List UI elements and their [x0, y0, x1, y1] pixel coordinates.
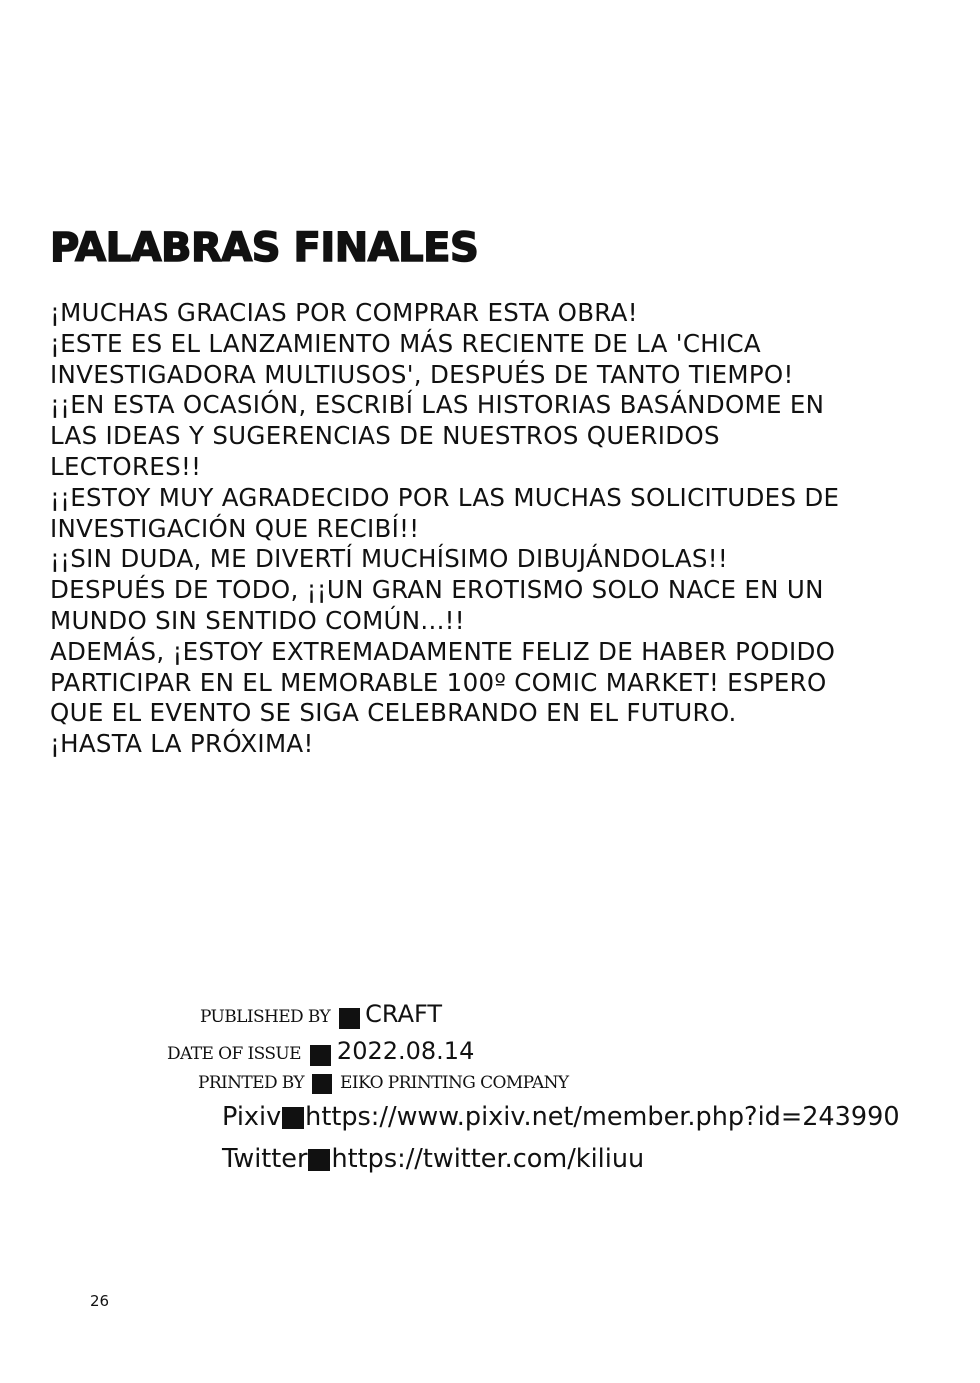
body-line: ¡¡ESTOY MUY AGRADECIDO POR LAS MUCHAS SOLICITUDES DE [50, 482, 840, 512]
printed-by-row [198, 1073, 569, 1094]
twitter-link-row [222, 1144, 644, 1174]
separator-square-icon [310, 1045, 331, 1066]
printed-by-value: EIKO PRINTING COMPANY [340, 1073, 569, 1093]
pixiv-label: Pixiv [222, 1102, 282, 1132]
pixiv-link-row [222, 1102, 900, 1132]
date-of-issue-row [167, 1037, 474, 1066]
body-line: ¡¡EN ESTA OCASIÓN, ESCRIBÍ LAS HISTORIAS BASÁNDOME EN [50, 390, 825, 420]
afterword-body [50, 298, 930, 760]
date-of-issue-value: 2022.08.14 [336, 1037, 475, 1065]
pixiv-url[interactable]: https://www.pixiv.net/member.php?id=243990 [305, 1102, 900, 1132]
published-by-label: PUBLISHED BY [200, 1007, 331, 1027]
body-line: ¡ESTE ES EL LANZAMIENTO MÁS RECIENTE DE LA 'CHICA [50, 328, 761, 358]
body-line: INVESTIGACIÓN QUE RECIBÍ!! [50, 513, 420, 543]
body-line: MUNDO SIN SENTIDO COMÚN...!! [50, 605, 465, 635]
body-line: INVESTIGADORA MULTIUSOS', DESPUÉS DE TANTO TIEMPO! [50, 359, 794, 389]
separator-square-icon [282, 1107, 304, 1129]
separator-square-icon [312, 1074, 332, 1094]
printed-by-label: PRINTED BY [198, 1073, 305, 1093]
twitter-url[interactable]: https://twitter.com/kiliuu [331, 1144, 645, 1174]
afterword-title: PALABRAS FINALES [50, 225, 479, 271]
body-line: QUE EL EVENTO SE SIGA CELEBRANDO EN EL FUTURO. [50, 698, 737, 728]
body-line: LECTORES!! [50, 451, 202, 481]
separator-square-icon [308, 1149, 330, 1171]
date-of-issue-label: DATE OF ISSUE [167, 1044, 301, 1064]
body-line: PARTICIPAR EN EL MEMORABLE 100º COMIC MARKET! ESPERO [50, 667, 827, 697]
body-line: ¡HASTA LA PRÓXIMA! [50, 729, 314, 759]
body-line: ¡¡SIN DUDA, ME DIVERTÍ MUCHÍSIMO DIBUJÁNDOLAS!! [50, 544, 729, 574]
published-by-value: CRAFT [365, 1000, 443, 1028]
twitter-label: Twitter [222, 1144, 308, 1174]
body-line: LAS IDEAS Y SUGERENCIAS DE NUESTROS QUERIDOS [50, 421, 720, 451]
published-by-row [200, 1000, 442, 1029]
body-line: DESPUÉS DE TODO, ¡¡UN GRAN EROTISMO SOLO NACE EN UN [50, 575, 824, 605]
body-line: ADEMÁS, ¡ESTOY EXTREMADAMENTE FELIZ DE HABER PODIDO [50, 636, 836, 666]
separator-square-icon [339, 1008, 360, 1029]
page-number: 26 [90, 1292, 110, 1310]
body-line: ¡MUCHAS GRACIAS POR COMPRAR ESTA OBRA! [50, 298, 638, 327]
